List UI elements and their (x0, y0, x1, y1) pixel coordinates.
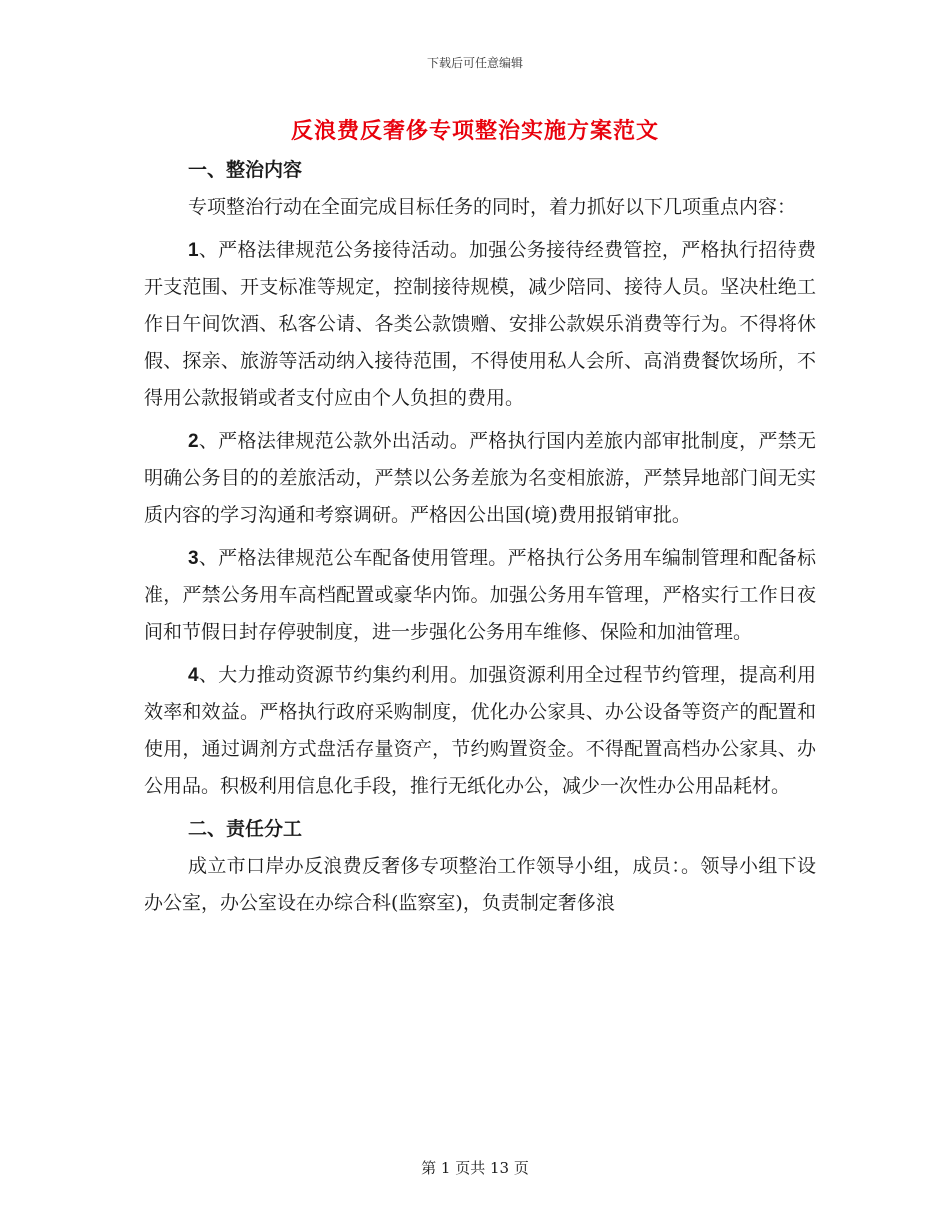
list-item-4 (144, 657, 816, 805)
list-item-number: 1 (188, 240, 199, 261)
list-item-number: 2 (188, 431, 199, 452)
list-item-text: 、严格法律规范公车配备使用管理。严格执行公务用车编制管理和配备标准，严禁公务用车高档配置或豪华内饰。加强公务用车管理，严格实行工作日夜间和节假日封存停驶制度，进一步强化公务用车维修、保险和加油管理。 (144, 547, 816, 643)
section-heading-responsibility: 二、责任分工 (188, 818, 303, 840)
list-item-number: 4 (188, 665, 199, 686)
document-title: 反浪费反奢侈专项整治实施方案范文 (290, 118, 659, 144)
list-item-text: 、严格法律规范公款外出活动。严格执行国内差旅内部审批制度，严禁无明确公务目的的差旅活动，严禁以公务差旅为名变相旅游，严禁异地部门间无实质内容的学习沟通和考察调研。严格因公出国(境)费用报销审批。 (144, 430, 816, 526)
list-item-1 (144, 232, 816, 417)
list-item-text: 、大力推动资源节约集约利用。加强资源利用全过程节约管理，提高利用效率和效益。严格执行政府采购制度，优化办公家具、办公设备等资产的配置和使用，通过调剂方式盘活存量资产，节约购置资金。不得配置高档办公家具、办公用品。积极利用信息化手段，推行无纸化办公，减少一次性办公用品耗材。 (144, 664, 816, 797)
header-note: 下载后可任意编辑 (426, 56, 523, 70)
document-body (144, 152, 816, 928)
page-number-footer: 第 1 页共 13 页 (421, 1159, 529, 1177)
responsibility-paragraph: 成立市口岸办反浪费反奢侈专项整治工作领导小组，成员：。领导小组下设办公室，办公室设在办综合科(监察室)，负责制定奢侈浪 (144, 855, 816, 914)
list-item-3 (144, 540, 816, 651)
section-intro-paragraph: 专项整治行动在全面完成目标任务的同时，着力抓好以下几项重点内容： (188, 196, 797, 218)
section-heading-content: 一、整治内容 (188, 159, 303, 181)
list-item-number: 3 (188, 548, 199, 569)
list-item-2 (144, 423, 816, 534)
list-item-text: 、严格法律规范公务接待活动。加强公务接待经费管控，严格执行招待费开支范围、开支标准等规定，控制接待规模，减少陪同、接待人员。坚决杜绝工作日午间饮酒、私客公请、各类公款馈赠、安排公款娱乐消费等行为。不得将休假、探亲、旅游等活动纳入接待范围，不得使用私人会所、高消费餐饮场所，不得用公款报销或者支付应由个人负担的费用。 (144, 239, 816, 409)
